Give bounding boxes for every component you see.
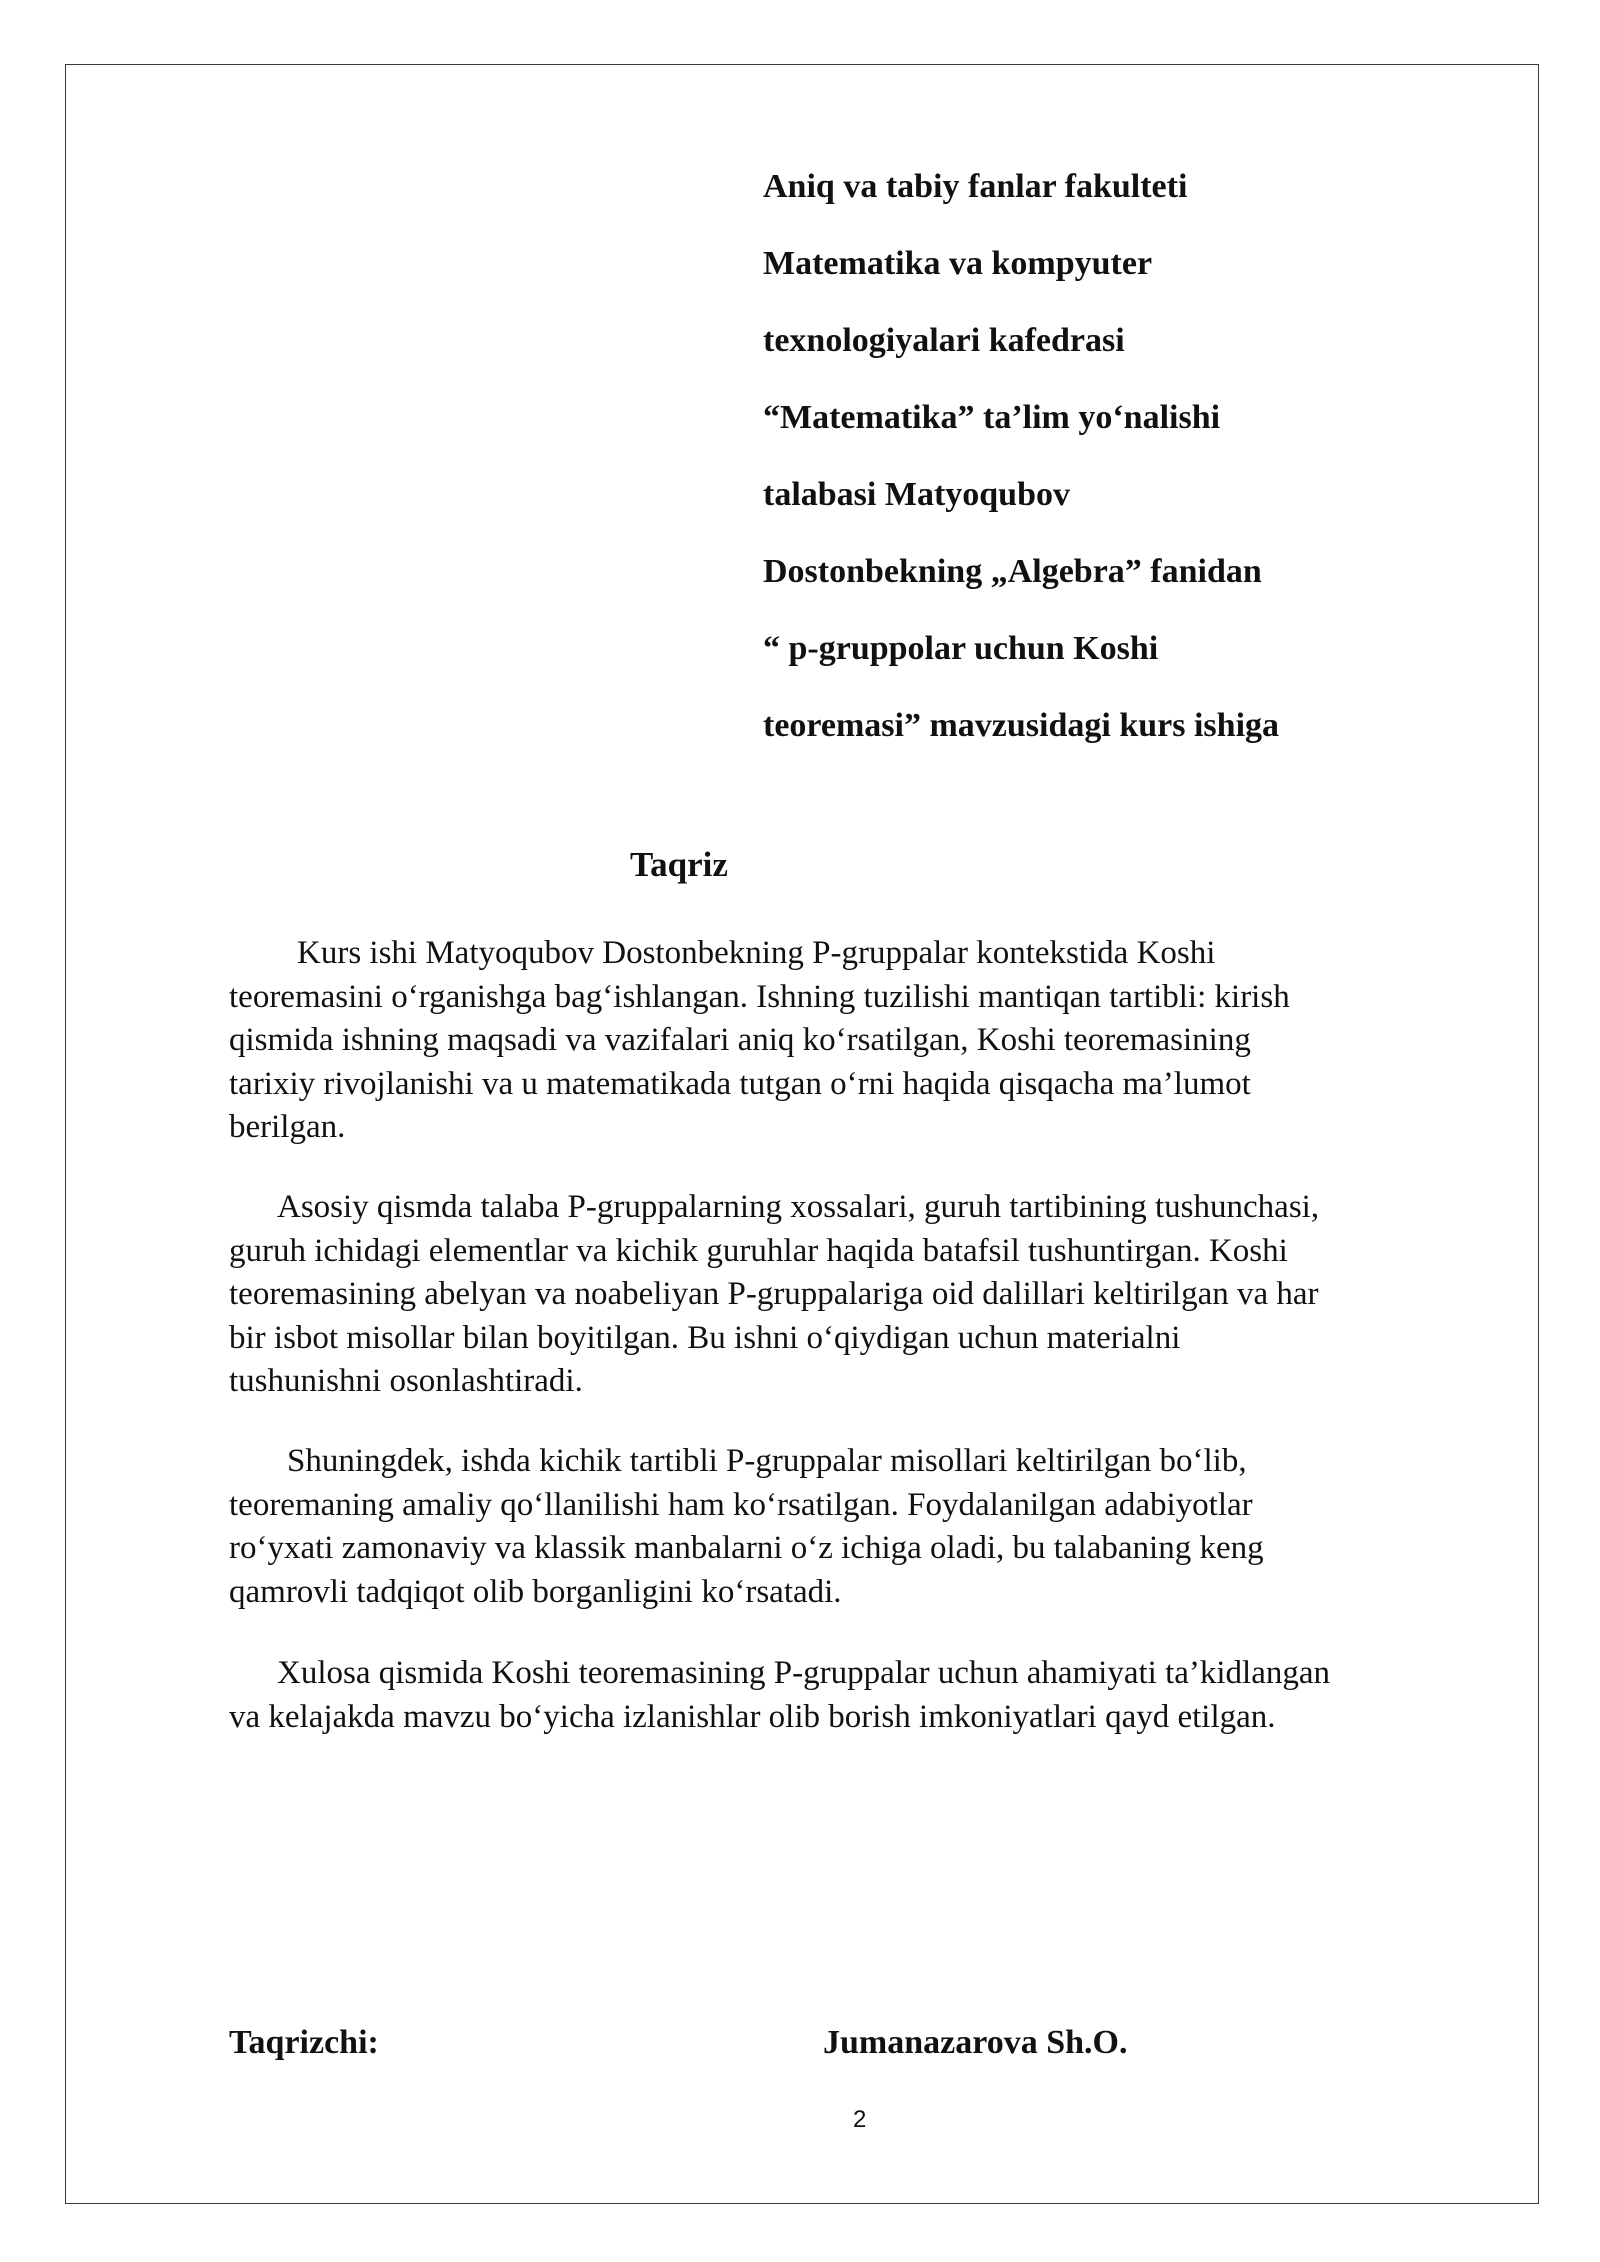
paragraph-line: va kelajakda mavzu bo‘yicha izlanishlar olib borish imkoniyatlari qayd etilgan. (229, 1698, 1276, 1735)
review-paragraph-4 (229, 1652, 1509, 1739)
paragraph-line: bir isbot misollar bilan boyitilgan. Bu ishni o‘qiydigan uchun materialni (229, 1319, 1181, 1356)
page-number: 2 (853, 2106, 867, 2133)
paragraph-line: tarixiy rivojlanishi va u matematikada tutgan o‘rni haqida qisqacha ma’lumot (229, 1065, 1251, 1102)
header-line-faculty: Aniq va tabiy fanlar fakulteti (763, 168, 1188, 205)
paragraph-line: Xulosa qismida Koshi teoremasining P-gruppalar uchun ahamiyati ta’kidlangan (277, 1655, 1331, 1691)
header-line-department-1: Matematika va kompyuter (763, 245, 1153, 282)
paragraph-line: qismida ishning maqsadi va vazifalari aniq ko‘rsatilgan, Koshi teoremasining (229, 1022, 1251, 1058)
header-line-subject: Dostonbekning „Algebra” fanidan (763, 553, 1262, 590)
paragraph-line: Kurs ishi Matyoqubov Dostonbekning P-gruppalar kontekstida Koshi (297, 935, 1216, 971)
paragraph-line: qamrovli tadqiqot olib borganligini ko‘rsatadi. (229, 1573, 842, 1610)
reviewer-label: Taqrizchi: (229, 2024, 379, 2061)
paragraph-line: teoremasining abelyan va noabeliyan P-gruppalariga oid dalillari keltirilgan va har (229, 1276, 1319, 1312)
reviewer-name: Jumanazarova Sh.O. (823, 2024, 1128, 2061)
paragraph-line: teoremaning amaliy qo‘llanilishi ham ko‘rsatilgan. Foydalanilgan adabiyotlar (229, 1486, 1253, 1523)
header-line-department-2: texnologiyalari kafedrasi (763, 322, 1125, 359)
header-line-topic-2: teoremasi” mavzusidagi kurs ishiga (763, 707, 1280, 744)
review-paragraph-3 (229, 1440, 1509, 1614)
paragraph-line: Asosiy qismda talaba P-gruppalarning xossalari, guruh tartibining tushunchasi, (277, 1189, 1320, 1225)
paragraph-line: ro‘yxati zamonaviy va klassik manbalarni o‘z ichiga oladi, bu talabaning keng (229, 1530, 1264, 1566)
paragraph-line: guruh ichidagi elementlar va kichik guruhlar haqida batafsil tushuntirgan. Koshi (229, 1232, 1288, 1269)
header-line-topic-1: “ p-gruppolar uchun Koshi (763, 630, 1159, 667)
header-line-student: talabasi Matyoqubov (763, 476, 1070, 513)
paragraph-line: teoremasini o‘rganishga bag‘ishlangan. Ishning tuzilishi mantiqan tartibli: kirish (229, 978, 1290, 1015)
review-paragraph-1 (229, 932, 1509, 1150)
review-paragraph-2 (229, 1186, 1509, 1404)
header-line-direction: “Matematika” ta’lim yo‘nalishi (763, 399, 1221, 436)
paragraph-line: Shuningdek, ishda kichik tartibli P-gruppalar misollari keltirilgan bo‘lib, (287, 1443, 1247, 1479)
header-block (763, 148, 1483, 764)
review-title: Taqriz (630, 845, 728, 884)
paragraph-line: tushunishni osonlashtiradi. (229, 1363, 583, 1399)
paragraph-line: berilgan. (229, 1109, 346, 1145)
